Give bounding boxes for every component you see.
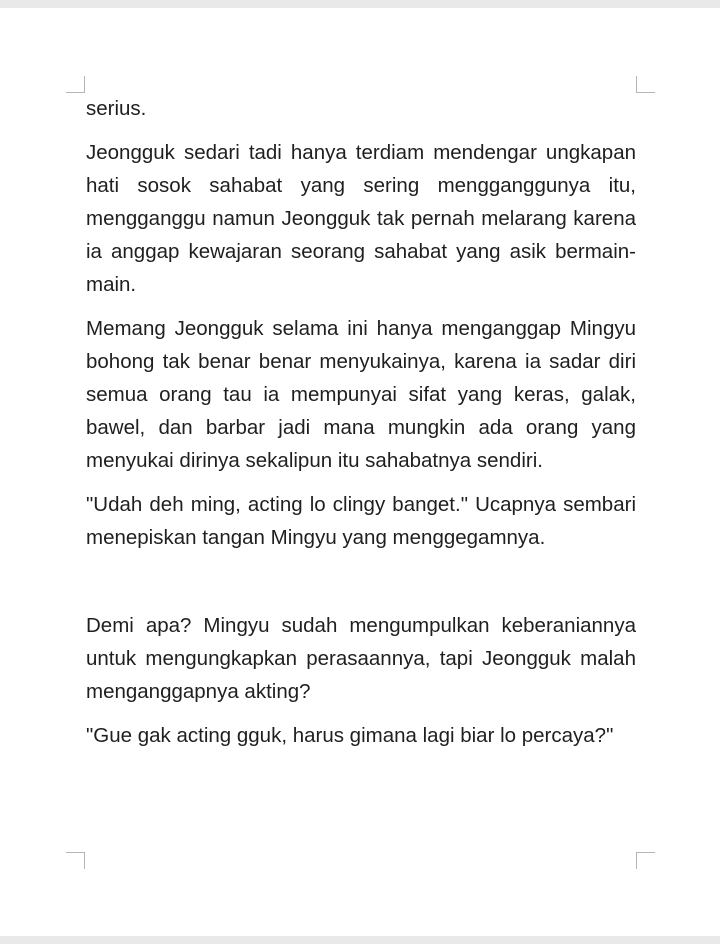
paragraph: serius. [86,97,147,120]
paragraph: Jeongguk sedari tadi hanya terdiam mendengar ungkapan hati sosok sahabat yang sering mengganggunya itu, mengganggu namun Jeongguk tak pernah melarang karena ia anggap kewajaran seorang sahabat yang asik bermain-main. [86,141,636,296]
document-body[interactable] [86,92,636,763]
paragraph: "Udah deh ming, acting lo clingy banget." Ucapnya sembari menepiskan tangan Mingyu yang menggegamnya. [86,493,636,549]
margin-corner-top-right [636,76,655,93]
margin-corner-top-left [66,76,85,93]
document-page [0,8,720,936]
margin-corner-bottom-left [66,852,85,869]
paragraph: Demi apa? Mingyu sudah mengumpulkan keberaniannya untuk mengungkapkan perasaannya, tapi Jeongguk malah menganggapnya akting? [86,614,636,703]
margin-corner-bottom-right [636,852,655,869]
paragraph: "Gue gak acting gguk, harus gimana lagi biar lo percaya?" [86,724,614,747]
empty-paragraph [86,565,636,598]
paragraph: Memang Jeongguk selama ini hanya menganggap Mingyu bohong tak benar benar menyukainya, karena ia sadar diri semua orang tau ia mempunyai sifat yang keras, galak, bawel, dan barbar jadi mana mungkin ada orang yang menyukai dirinya sekalipun itu sahabatnya sendiri. [86,317,636,472]
